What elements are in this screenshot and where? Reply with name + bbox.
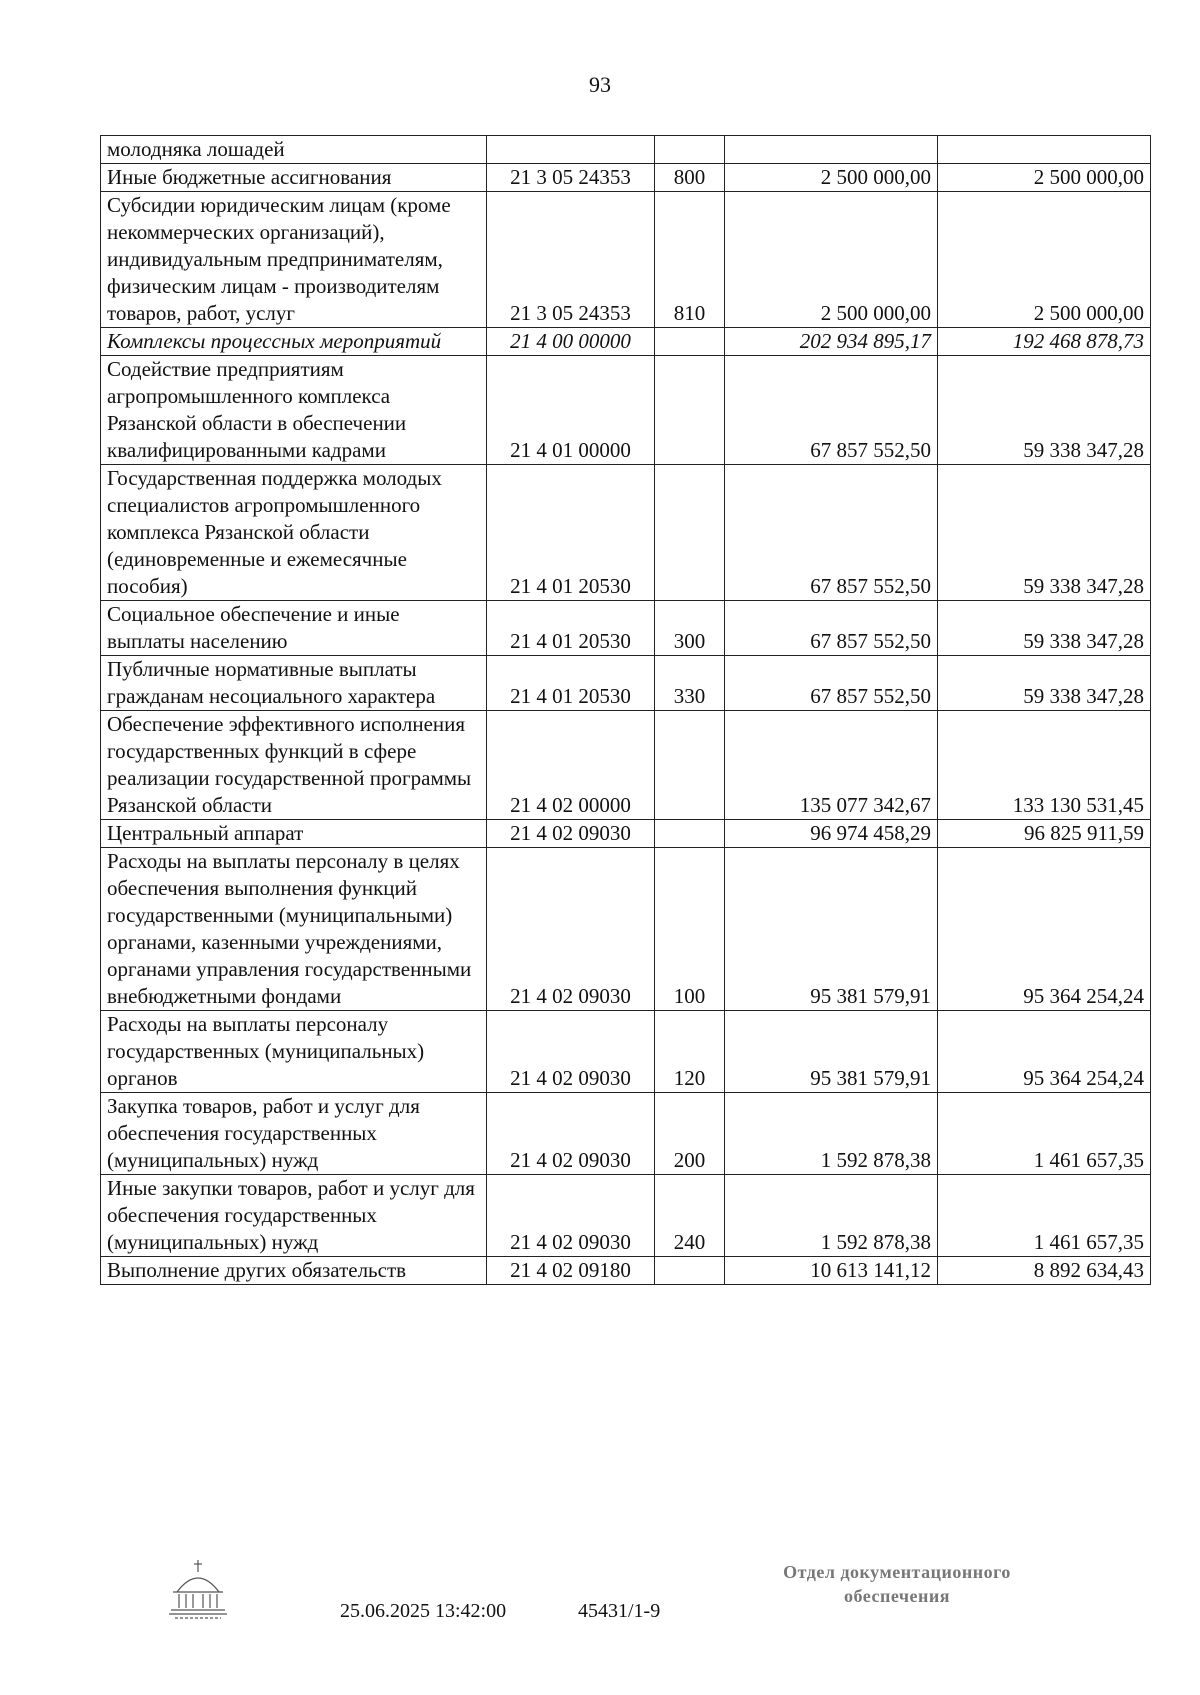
row-code-cell bbox=[487, 136, 655, 164]
row-code-cell: 21 4 02 09030 bbox=[487, 1093, 655, 1175]
row-name-cell: Иные бюджетные ассигнования bbox=[101, 164, 487, 192]
table-row bbox=[101, 1093, 1151, 1175]
table-row bbox=[101, 164, 1151, 192]
duma-emblem-icon bbox=[165, 1558, 231, 1624]
row-amount-2-cell: 96 825 911,59 bbox=[938, 820, 1151, 848]
row-name-cell: Выполнение других обязательств bbox=[101, 1257, 487, 1285]
registration-number: 45431/1-9 bbox=[578, 1600, 661, 1622]
row-amount-1-cell: 67 857 552,50 bbox=[725, 656, 938, 711]
row-expense-type-cell bbox=[655, 136, 725, 164]
table-row bbox=[101, 136, 1151, 164]
row-amount-2-cell: 1 461 657,35 bbox=[938, 1093, 1151, 1175]
row-amount-2-cell bbox=[938, 136, 1151, 164]
row-amount-1-cell: 10 613 141,12 bbox=[725, 1257, 938, 1285]
row-amount-2-cell: 1 461 657,35 bbox=[938, 1175, 1151, 1257]
row-amount-1-cell: 67 857 552,50 bbox=[725, 356, 938, 465]
row-expense-type-cell: 300 bbox=[655, 601, 725, 656]
department-stamp bbox=[752, 1560, 1042, 1608]
row-expense-type-cell: 800 bbox=[655, 164, 725, 192]
row-amount-2-cell: 59 338 347,28 bbox=[938, 356, 1151, 465]
row-name-cell: Государственная поддержка молодых специалистов агропромышленного комплекса Рязанской области (единовременные и ежемесячные пособия) bbox=[101, 465, 487, 601]
table-row bbox=[101, 328, 1151, 356]
row-expense-type-cell bbox=[655, 328, 725, 356]
row-expense-type-cell: 200 bbox=[655, 1093, 725, 1175]
row-amount-2-cell: 2 500 000,00 bbox=[938, 164, 1151, 192]
row-name-cell: Комплексы процессных мероприятий bbox=[101, 328, 487, 356]
row-code-cell: 21 4 02 09180 bbox=[487, 1257, 655, 1285]
stamp-line-1: Отдел документационного bbox=[783, 1562, 1011, 1582]
row-code-cell: 21 4 02 09030 bbox=[487, 820, 655, 848]
row-name-cell: Центральный аппарат bbox=[101, 820, 487, 848]
row-amount-1-cell: 2 500 000,00 bbox=[725, 192, 938, 328]
row-code-cell: 21 3 05 24353 bbox=[487, 164, 655, 192]
row-code-cell: 21 4 00 00000 bbox=[487, 328, 655, 356]
table-row bbox=[101, 1175, 1151, 1257]
row-name-cell: Содействие предприятиям агропромышленного комплекса Рязанской области в обеспечении квалифицированными кадрами bbox=[101, 356, 487, 465]
row-expense-type-cell: 120 bbox=[655, 1011, 725, 1093]
row-code-cell: 21 3 05 24353 bbox=[487, 192, 655, 328]
row-amount-1-cell: 1 592 878,38 bbox=[725, 1175, 938, 1257]
row-amount-1-cell: 67 857 552,50 bbox=[725, 465, 938, 601]
row-code-cell: 21 4 01 20530 bbox=[487, 465, 655, 601]
row-name-cell: Расходы на выплаты персоналу в целях обеспечения выполнения функций государственными (муниципальными) органами, казенными учреждениями, органами управления государственными внебюджетными фондами bbox=[101, 848, 487, 1011]
row-name-cell: Иные закупки товаров, работ и услуг для обеспечения государственных (муниципальных) нужд bbox=[101, 1175, 487, 1257]
table-row bbox=[101, 1011, 1151, 1093]
row-expense-type-cell: 810 bbox=[655, 192, 725, 328]
row-amount-2-cell: 59 338 347,28 bbox=[938, 656, 1151, 711]
row-expense-type-cell: 240 bbox=[655, 1175, 725, 1257]
row-name-cell: Субсидии юридическим лицам (кроме некоммерческих организаций), индивидуальным предпринимателям, физическим лицам - производителям товаров, работ, услуг bbox=[101, 192, 487, 328]
stamp-line-2: обеспечения bbox=[844, 1586, 950, 1606]
table-row bbox=[101, 656, 1151, 711]
row-name-cell: Публичные нормативные выплаты гражданам несоциального характера bbox=[101, 656, 487, 711]
table-row bbox=[101, 820, 1151, 848]
row-name-cell: молодняка лошадей bbox=[101, 136, 487, 164]
row-amount-2-cell: 192 468 878,73 bbox=[938, 328, 1151, 356]
row-amount-1-cell: 135 077 342,67 bbox=[725, 711, 938, 820]
row-amount-2-cell: 2 500 000,00 bbox=[938, 192, 1151, 328]
row-amount-1-cell: 1 592 878,38 bbox=[725, 1093, 938, 1175]
row-code-cell: 21 4 01 00000 bbox=[487, 356, 655, 465]
row-amount-1-cell: 202 934 895,17 bbox=[725, 328, 938, 356]
table-row bbox=[101, 1257, 1151, 1285]
row-amount-2-cell: 59 338 347,28 bbox=[938, 465, 1151, 601]
row-expense-type-cell: 100 bbox=[655, 848, 725, 1011]
table-row bbox=[101, 356, 1151, 465]
row-expense-type-cell bbox=[655, 465, 725, 601]
row-amount-2-cell: 133 130 531,45 bbox=[938, 711, 1151, 820]
table-row bbox=[101, 601, 1151, 656]
row-name-cell: Обеспечение эффективного исполнения государственных функций в сфере реализации государственной программы Рязанской области bbox=[101, 711, 487, 820]
row-name-cell: Социальное обеспечение и иные выплаты населению bbox=[101, 601, 487, 656]
row-name-cell: Расходы на выплаты персоналу государственных (муниципальных) органов bbox=[101, 1011, 487, 1093]
row-amount-2-cell: 95 364 254,24 bbox=[938, 848, 1151, 1011]
table-row bbox=[101, 465, 1151, 601]
row-amount-1-cell: 95 381 579,91 bbox=[725, 848, 938, 1011]
registration-datetime: 25.06.2025 13:42:00 bbox=[340, 1600, 507, 1622]
row-amount-1-cell: 67 857 552,50 bbox=[725, 601, 938, 656]
page-number: 93 bbox=[589, 72, 611, 97]
table-row bbox=[101, 848, 1151, 1011]
row-expense-type-cell: 330 bbox=[655, 656, 725, 711]
row-amount-2-cell: 59 338 347,28 bbox=[938, 601, 1151, 656]
row-code-cell: 21 4 02 09030 bbox=[487, 848, 655, 1011]
row-expense-type-cell bbox=[655, 1257, 725, 1285]
row-expense-type-cell bbox=[655, 711, 725, 820]
row-code-cell: 21 4 02 00000 bbox=[487, 711, 655, 820]
row-amount-1-cell: 96 974 458,29 bbox=[725, 820, 938, 848]
budget-table-body bbox=[101, 136, 1151, 1285]
budget-table bbox=[100, 135, 1151, 1285]
row-name-cell: Закупка товаров, работ и услуг для обеспечения государственных (муниципальных) нужд bbox=[101, 1093, 487, 1175]
row-code-cell: 21 4 02 09030 bbox=[487, 1175, 655, 1257]
row-code-cell: 21 4 01 20530 bbox=[487, 601, 655, 656]
table-row bbox=[101, 192, 1151, 328]
row-amount-2-cell: 8 892 634,43 bbox=[938, 1257, 1151, 1285]
row-expense-type-cell bbox=[655, 356, 725, 465]
row-code-cell: 21 4 01 20530 bbox=[487, 656, 655, 711]
row-amount-2-cell: 95 364 254,24 bbox=[938, 1011, 1151, 1093]
row-code-cell: 21 4 02 09030 bbox=[487, 1011, 655, 1093]
row-amount-1-cell: 95 381 579,91 bbox=[725, 1011, 938, 1093]
row-amount-1-cell bbox=[725, 136, 938, 164]
row-expense-type-cell bbox=[655, 820, 725, 848]
table-row bbox=[101, 711, 1151, 820]
row-amount-1-cell: 2 500 000,00 bbox=[725, 164, 938, 192]
